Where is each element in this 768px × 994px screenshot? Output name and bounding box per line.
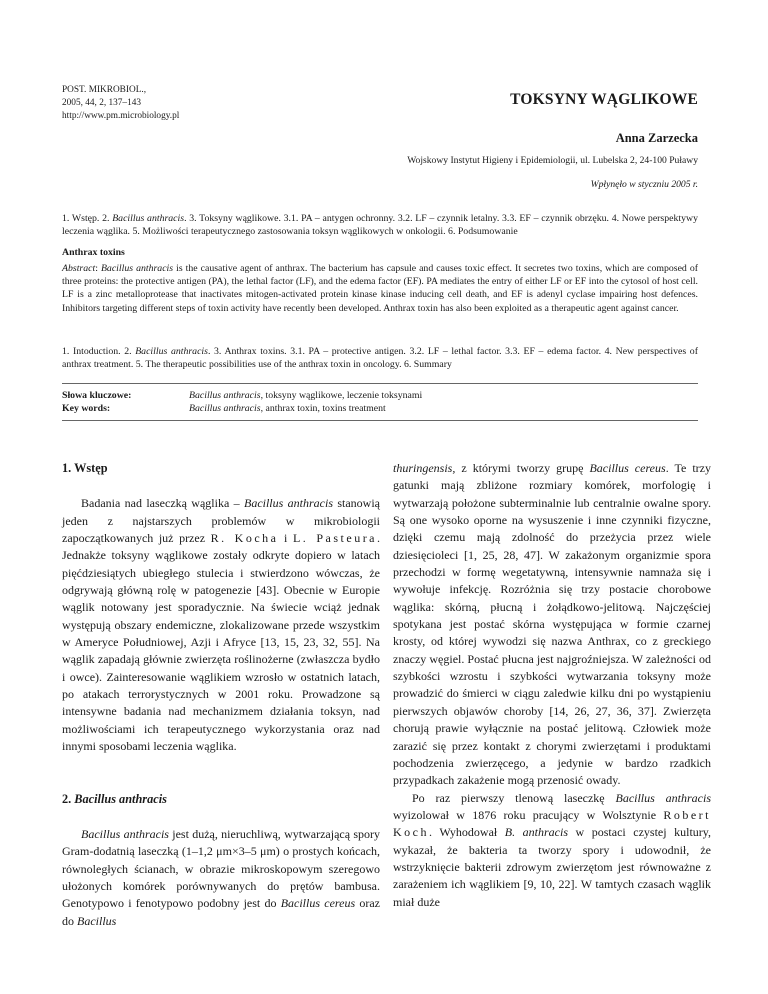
left-column xyxy=(62,460,380,930)
journal-name: POST. MIKROBIOL., xyxy=(62,85,147,95)
keywords-pl: Słowa kluczowe: Bacillus anthracis, toksyny wąglikowe, leczenie toksynami xyxy=(62,390,423,401)
section-1-paragraph: Badania nad laseczką wąglika – Bacillus anthracis stanowią jeden z najstarszych problemów w mikrobiologii zapoczątkowanych już przez R. Kocha i L. Pasteura. Jednakże toksyny wąglikowe zostały odkryte dopiero w latach pięćdziesiątych ubiegłego stulecia i stwierdzono wówczas, że odgrywają główną rolę w patogenezie [43]. Obecnie w Europie wąglik notowany jest sporadycznie. Na świecie wciąż jednak występują obszary endemiczne, zlokalizowane przede wszystkim w Ameryce Południowej, Azji i Afryce [13, 15, 23, 32, 55]. Na wąglik zapadają głównie zwierzęta roślinożerne (zwłaszcza bydło i owce). Zainteresowanie wąglikiem wzrosło w ostatnich latach, po atakach terrorystycznych w 2001 roku. Prowadzone są intensywne badania nad mechanizmem działania toksyn, nad możliwościami ich terapeutycznego wykorzystania oraz nad innymi sposobami leczenia wąglika. xyxy=(62,496,381,754)
author-affiliation: Wojskowy Instytut Higieny i Epidemiologii, ul. Lubelska 2, 24-100 Puławy xyxy=(407,155,698,166)
section-1-heading: 1. Wstęp xyxy=(62,461,108,475)
koch-paragraph: Po raz pierwszy tlenową laseczkę Bacillus anthracis wyizolował w 1876 roku pracujący w Wolsztynie Robert Koch. Wyhodował B. anthracis w postaci czystej kultury, wykazał, że bakteria ta tworzy spory i udowodnił, że wstrzyknięcie bakterii zdrowym zwierzętom jest równoważne z zarażeniem ich wąglikiem [9, 10, 22]. W tamtych czasach wąglik miał duże xyxy=(393,790,712,909)
journal-info xyxy=(62,84,179,123)
abstract: Abstract: Bacillus anthracis is the causative agent of anthrax. The bacterium has capsule and causes toxic effect. It secretes two toxins, which are composed of three proteins: the protective antigen (PA), the lethal factor (LF), and the edema factor (EF). PA mediates the entry of either LF or EF into the cytosol of host cell. LF is a zinc metalloprotease that inactivates mitogen-activated protein kinase kinase inducing cell death, and EF is adenyl cyclase impairing host defences. Inhibitors targeting different steps of toxin activity have recently been developed. Anthrax toxin has also been exploited as a therapeutic agent against cancer. xyxy=(62,263,698,314)
section-2-heading: 2. Bacillus anthracis xyxy=(62,791,167,806)
right-column xyxy=(393,460,711,911)
author-name: Anna Zarzecka xyxy=(615,131,698,145)
journal-volume: 2005, 44, 2, 137–143 xyxy=(62,98,142,108)
article-title: TOKSYNY WĄGLIKOWE xyxy=(510,91,698,108)
journal-url[interactable]: http://www.pm.microbiology.pl xyxy=(62,111,180,121)
keywords-en: Key words: Bacillus anthracis, anthrax toxin, toxins treatment xyxy=(62,403,386,414)
abstract-label: Abstract xyxy=(62,263,96,274)
section-2-paragraph: Bacillus anthracis jest dużą, nieruchliwą, wytwarzającą spory Gram-dodatnią laseczką (1–1,2 μm×3–5 μm) o prostych końcach, równoległych ścianach, w obrazie mikroskopowym szeregowo ułożonych komórek porównywanych do prętów bambusa. Genotypowo i fenotypowo podobny jest do Bacillus cereus oraz do Bacillus xyxy=(62,826,381,928)
english-title: Anthrax toxins xyxy=(62,247,125,258)
divider-top xyxy=(62,383,698,384)
divider-bottom xyxy=(62,420,698,421)
table-of-contents-pl: 1. Wstęp. 2. Bacillus anthracis. 3. Toksyny wąglikowe. 3.1. PA – antygen ochronny. 3.2. LF – czynnik letalny. 3.3. EF – czynnik obrzęku. 4. Nowe perspektywy leczenia wąglika. 5. Możliwości terapeutycznego zastosowania toksyn wąglikowych w onkologii. 6. Podsumowanie xyxy=(62,213,698,238)
received-date: Wpłynęło w styczniu 2005 r. xyxy=(590,179,698,190)
table-of-contents-en: 1. Intoduction. 2. Bacillus anthracis. 3. Anthrax toxins. 3.1. PA – protective antigen. 3.2. LF – lethal factor. 3.3. EF – edema factor. 4. New perspectives of anthrax treatment. 5. The therapeutic possibilities use of the anthrax toxin in oncology. 6. Summary xyxy=(62,346,698,371)
continued-paragraph: thuringensis, z którymi tworzy grupę Bacillus cereus. Te trzy gatunki mają zbliżone rozmiary komórek, morfologię i wytwarzają położone subterminalnie lub centralnie owalne spory. Są one wysoko oporne na wysuszenie i inne czynniki fizyczne, dzięki czemu mają zdolność do przeżycia przez wiele dziesięcioleci [1, 25, 28, 47]. W zakażonym organizmie spora przechodzi w formę wegetatywną, intensywnie namnaża się i wywołuje infekcję. Rozróżnia się trzy postacie chorobowe wąglika: skórną, płucną i żołądkowo-jelitową. Najczęściej spotykana jest postać skórna występująca w formie czarnej krosty, od której wywodzi się nazwa Anthrax, co z greckiego znaczy węgiel. Postać płucna jest najgroźniejsza. W zależności od szybkości wzrostu i szybkości wytwarzania toksyny może prowadzić do śmierci w ciągu zaledwie kilku dni po wystąpieniu pierwszych objawów choroby [14, 26, 27, 36, 37]. Zwierzęta chorują prawie wyłącznie na postać jelitową. Człowiek może zarazić się przez kontakt z chorymi zwierzętami i produktami pochodzenia zwierzęcego, a jedynie w bardzo rzadkich przypadkach zakażenie mogą przenosić owady. xyxy=(393,461,711,788)
